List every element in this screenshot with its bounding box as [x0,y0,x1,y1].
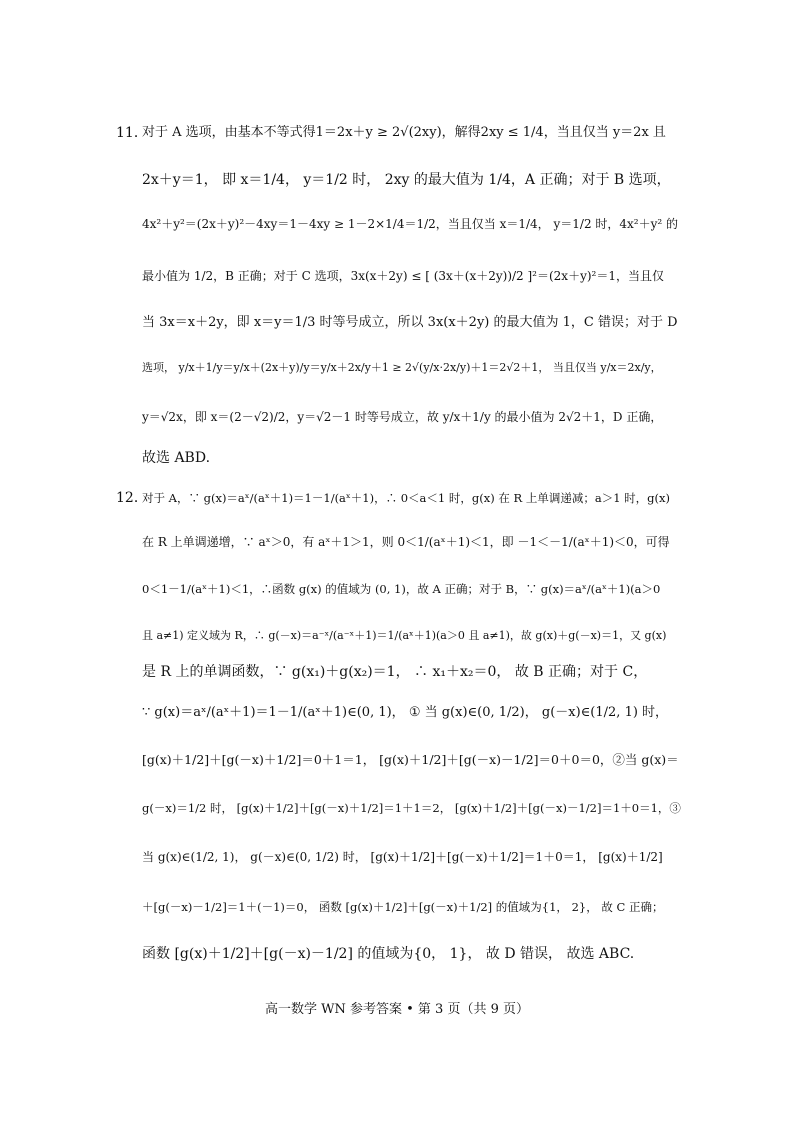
q11-line-4: 最小值为 1/2，B 正确；对于 C 选项，3x(x＋2y) ≤ [ (3x＋(x＋2y))/2 ]²＝(2x＋y)²＝1，当且仅 [142,269,664,283]
q11-line-2: 2x＋y＝1， 即 x＝1/4， y＝1/2 时， 2xy 的最大值为 1/4，A 正确；对于 B 选项， [142,172,671,188]
q12-line-2: 在 R 上单调递增，∵ aˣ＞0，有 aˣ＋1＞1，则 0＜1/(aˣ＋1)＜1，即 －1＜－1/(aˣ＋1)＜0，可得 [142,535,670,549]
q12-line-3: 0＜1－1/(aˣ＋1)＜1，∴函数 g(x) 的值域为 (0, 1)，故 A 正确；对于 B，∵ g(x)＝aˣ/(aˣ＋1)(a＞0 [142,582,661,596]
question-11-number: 11． [116,125,148,141]
q12-line-8: g(－x)＝1/2 时， [g(x)＋1/2]＋[g(－x)＋1/2]＝1＋1＝2， [g(x)＋1/2]＋[g(－x)－1/2]＝1＋0＝1，③ [142,801,681,815]
q11-line-5: 当 3x＝x＋2y，即 x＝y＝1/3 时等号成立，所以 3x(x＋2y) 的最大值为 1，C 错误；对于 D [142,315,678,330]
page-footer: 高一数学 WN 参考答案 • 第 3 页（共 9 页） [264,1002,529,1017]
q12-line-4: 且 a≠1) 定义域为 R，∴ g(－x)＝a⁻ˣ/(a⁻ˣ＋1)＝1/(aˣ＋1)(a＞0 且 a≠1)，故 g(x)＋g(－x)＝1，又 g(x) [142,629,667,642]
q12-line-7: [g(x)＋1/2]＋[g(－x)＋1/2]＝0＋1＝1， [g(x)＋1/2]＋[g(－x)－1/2]＝0＋0＝0，②当 g(x)＝ [142,752,679,767]
question-12-number: 12． [116,490,148,506]
q11-line-3: 4x²＋y²＝(2x＋y)²－4xy＝1－4xy ≥ 1－2×1/4＝1/2，当且仅当 x＝1/4， y＝1/2 时，4x²＋y² 的 [142,217,679,231]
q12-line-5: 是 R 上的单调函数，∵ g(x₁)＋g(x₂)＝1， ∴ x₁＋x₂＝0， 故 B 正确；对于 C， [142,664,648,680]
q12-line-10: ＋[g(－x)－1/2]＝1＋(－1)＝0， 函数 [g(x)＋1/2]＋[g(－x)＋1/2] 的值域为{1， 2}， 故 C 正确； [142,900,664,914]
q12-line-1: 对于 A，∵ g(x)＝aˣ/(aˣ＋1)＝1－1/(aˣ＋1)，∴ 0＜a＜1 时，g(x) 在 R 上单调递减；a＞1 时，g(x) [142,491,670,505]
q11-line-8: 故选 ABD. [142,450,211,466]
q12-line-6: ∵ g(x)＝aˣ/(aˣ＋1)＝1－1/(aˣ＋1)∈(0, 1)， ① 当 g(x)∈(0, 1/2)， g(－x)∈(1/2, 1) 时， [142,705,669,720]
q12-line-9: 当 g(x)∈(1/2, 1)， g(－x)∈(0, 1/2) 时， [g(x)＋1/2]＋[g(－x)＋1/2]＝1＋0＝1， [g(x)＋1/2] [142,850,663,864]
q11-line-6: 选项， y/x＋1/y＝y/x＋(2x＋y)/y＝y/x＋2x/y＋1 ≥ 2√(y/x·2x/y)＋1＝2√2＋1， 当且仅当 y/x＝2x/y， [142,361,662,374]
q11-line-7: y＝√2x，即 x＝(2－√2)/2，y＝√2－1 时等号成立，故 y/x＋1/y 的最小值为 2√2＋1，D 正确， [142,410,663,424]
q11-line-1: 对于 A 选项，由基本不等式得1＝2x＋y ≥ 2√(2xy)，解得2xy ≤ 1/4，当且仅当 y＝2x 且 [142,125,666,140]
q12-line-11: 函数 [g(x)＋1/2]＋[g(－x)－1/2] 的值域为{0， 1}， 故 D 错误， 故选 ABC. [142,946,635,962]
